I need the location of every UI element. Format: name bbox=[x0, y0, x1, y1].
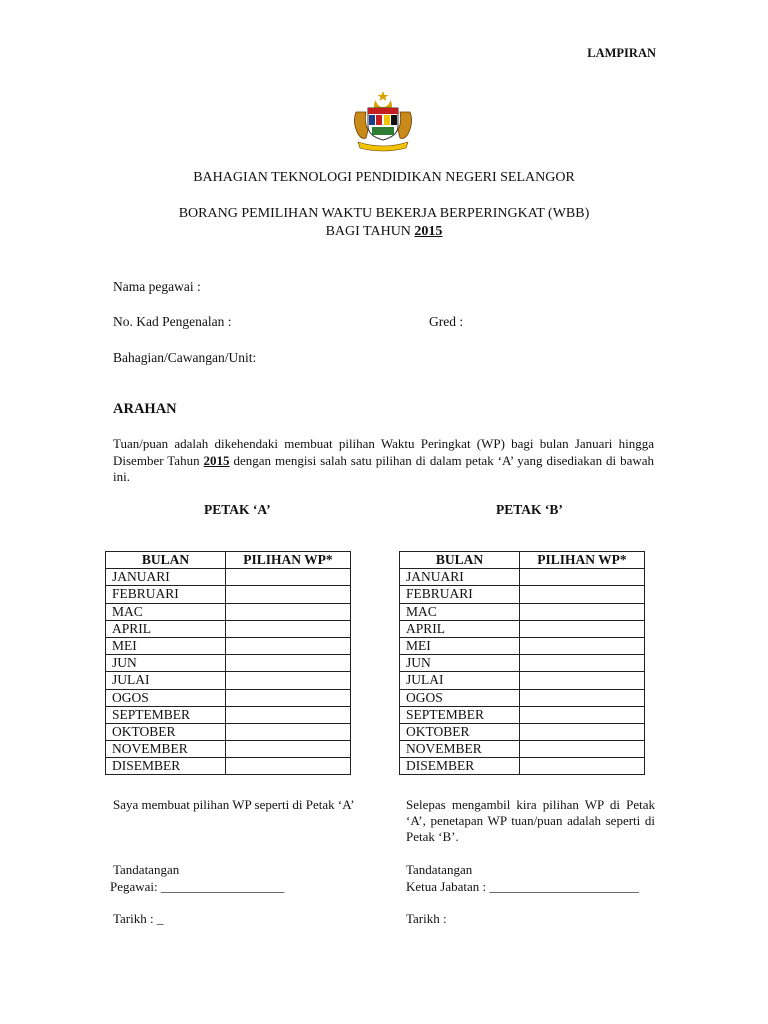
month-cell: DISEMBER bbox=[400, 758, 520, 775]
petak-a-title: PETAK ‘A’ bbox=[204, 502, 271, 517]
month-cell: OGOS bbox=[106, 689, 226, 706]
left-date-label: Tarikh : _ bbox=[113, 911, 164, 926]
month-cell: FEBRUARI bbox=[106, 586, 226, 603]
petak-b-title: PETAK ‘B’ bbox=[496, 502, 563, 517]
month-cell: SEPTEMBER bbox=[400, 706, 520, 723]
table-row bbox=[106, 655, 351, 672]
pilihan-wp-cell[interactable] bbox=[520, 620, 645, 637]
pilihan-wp-cell[interactable] bbox=[520, 723, 645, 740]
petak-a-table bbox=[105, 551, 351, 775]
pilihan-wp-cell[interactable] bbox=[520, 655, 645, 672]
table-row bbox=[106, 741, 351, 758]
coat-of-arms-icon bbox=[350, 90, 416, 152]
table-row bbox=[400, 655, 645, 672]
month-cell: JANUARI bbox=[400, 569, 520, 586]
month-cell: NOVEMBER bbox=[400, 741, 520, 758]
pilihan-wp-cell[interactable] bbox=[226, 655, 351, 672]
year-prefix: BAGI TAHUN bbox=[325, 224, 411, 239]
kad-pengenalan-label: No. Kad Pengenalan : bbox=[113, 314, 232, 329]
right-date-label: Tarikh : bbox=[406, 911, 447, 926]
pilihan-wp-cell[interactable] bbox=[226, 672, 351, 689]
month-cell: JUN bbox=[400, 655, 520, 672]
pilihan-wp-cell[interactable] bbox=[226, 637, 351, 654]
table-row bbox=[400, 672, 645, 689]
month-cell: MAC bbox=[400, 603, 520, 620]
pilihan-wp-cell[interactable] bbox=[226, 741, 351, 758]
table-row bbox=[106, 569, 351, 586]
petak-a-col-pilihan: PILIHAN WP* bbox=[226, 552, 351, 569]
lampiran-label: LAMPIRAN bbox=[587, 46, 656, 60]
gred-label: Gred : bbox=[429, 314, 464, 329]
petak-a-col-bulan: BULAN bbox=[106, 552, 226, 569]
bahagian-label: Bahagian/Cawangan/Unit: bbox=[113, 350, 257, 365]
form-title: BORANG PEMILIHAN WAKTU BEKERJA BERPERINGKAT (WBB) bbox=[178, 206, 590, 221]
month-cell: JULAI bbox=[400, 672, 520, 689]
pilihan-wp-cell[interactable] bbox=[226, 569, 351, 586]
pilihan-wp-cell[interactable] bbox=[520, 586, 645, 603]
left-signature-line: Pegawai: ___________________ bbox=[110, 879, 285, 894]
month-cell: NOVEMBER bbox=[106, 741, 226, 758]
instruction-paragraph bbox=[113, 436, 654, 486]
month-cell: APRIL bbox=[106, 620, 226, 637]
pilihan-wp-cell[interactable] bbox=[520, 741, 645, 758]
table-row bbox=[400, 723, 645, 740]
table-row bbox=[106, 689, 351, 706]
month-cell: OKTOBER bbox=[400, 723, 520, 740]
form-year-line bbox=[0, 224, 768, 240]
right-statement: Selepas mengambil kira pilihan WP di Petak ‘A’, penetapan WP tuan/puan adalah seperti di Petak ‘B’. bbox=[406, 797, 655, 844]
pilihan-wp-cell[interactable] bbox=[520, 706, 645, 723]
table-row bbox=[400, 603, 645, 620]
month-cell: DISEMBER bbox=[106, 758, 226, 775]
table-row bbox=[106, 586, 351, 603]
table-row bbox=[106, 723, 351, 740]
month-cell: OKTOBER bbox=[106, 723, 226, 740]
month-cell: JUN bbox=[106, 655, 226, 672]
table-row bbox=[400, 637, 645, 654]
department-title: BAHAGIAN TEKNOLOGI PENDIDIKAN NEGERI SELANGOR bbox=[193, 170, 575, 185]
nama-pegawai-label: Nama pegawai : bbox=[113, 279, 201, 294]
month-cell: MAC bbox=[106, 603, 226, 620]
pilihan-wp-cell[interactable] bbox=[226, 689, 351, 706]
pilihan-wp-cell[interactable] bbox=[226, 620, 351, 637]
table-row bbox=[106, 620, 351, 637]
table-row bbox=[400, 741, 645, 758]
instruction-year: 2015 bbox=[203, 452, 230, 468]
month-cell: FEBRUARI bbox=[400, 586, 520, 603]
table-row bbox=[400, 689, 645, 706]
instruction-text-2: dengan mengisi salah satu pilihan di dalam petak ‘A’ yang disediakan di bawah ini. bbox=[113, 452, 655, 484]
pilihan-wp-cell[interactable] bbox=[520, 569, 645, 586]
month-cell: JULAI bbox=[106, 672, 226, 689]
month-cell: SEPTEMBER bbox=[106, 706, 226, 723]
right-signature-line: Ketua Jabatan : _______________________ bbox=[406, 879, 639, 894]
instruction-text-1: Tuan/puan adalah dikehendaki membuat pilihan Waktu Peringkat (WP) bagi bulan Januari hingga Disember Tahun bbox=[113, 436, 654, 468]
table-row bbox=[400, 706, 645, 723]
pilihan-wp-cell[interactable] bbox=[520, 637, 645, 654]
table-row bbox=[400, 569, 645, 586]
arahan-heading: ARAHAN bbox=[113, 401, 177, 417]
table-row bbox=[106, 637, 351, 654]
pilihan-wp-cell[interactable] bbox=[226, 758, 351, 775]
petak-b-col-pilihan: PILIHAN WP* bbox=[520, 552, 645, 569]
month-cell: MEI bbox=[400, 637, 520, 654]
table-row bbox=[106, 672, 351, 689]
petak-b-table bbox=[399, 551, 645, 775]
pilihan-wp-cell[interactable] bbox=[520, 758, 645, 775]
month-cell: OGOS bbox=[400, 689, 520, 706]
pilihan-wp-cell[interactable] bbox=[520, 672, 645, 689]
table-row bbox=[400, 620, 645, 637]
month-cell: JANUARI bbox=[106, 569, 226, 586]
month-cell: MEI bbox=[106, 637, 226, 654]
right-signature-label: Tandatangan bbox=[406, 862, 473, 877]
month-cell: APRIL bbox=[400, 620, 520, 637]
pilihan-wp-cell[interactable] bbox=[226, 586, 351, 603]
table-row bbox=[106, 706, 351, 723]
petak-a-rows bbox=[106, 569, 351, 775]
table-row bbox=[106, 758, 351, 775]
pilihan-wp-cell[interactable] bbox=[226, 706, 351, 723]
form-year: 2015 bbox=[414, 224, 443, 239]
petak-b-rows bbox=[400, 569, 645, 775]
left-statement: Saya membuat pilihan WP seperti di Petak ‘A’ bbox=[113, 797, 355, 812]
pilihan-wp-cell[interactable] bbox=[226, 723, 351, 740]
pilihan-wp-cell[interactable] bbox=[226, 603, 351, 620]
petak-b-col-bulan: BULAN bbox=[400, 552, 520, 569]
pilihan-wp-cell[interactable] bbox=[520, 689, 645, 706]
table-row bbox=[400, 586, 645, 603]
left-signature-label: Tandatangan bbox=[113, 862, 180, 877]
table-row bbox=[106, 603, 351, 620]
table-row bbox=[400, 758, 645, 775]
pilihan-wp-cell[interactable] bbox=[520, 603, 645, 620]
